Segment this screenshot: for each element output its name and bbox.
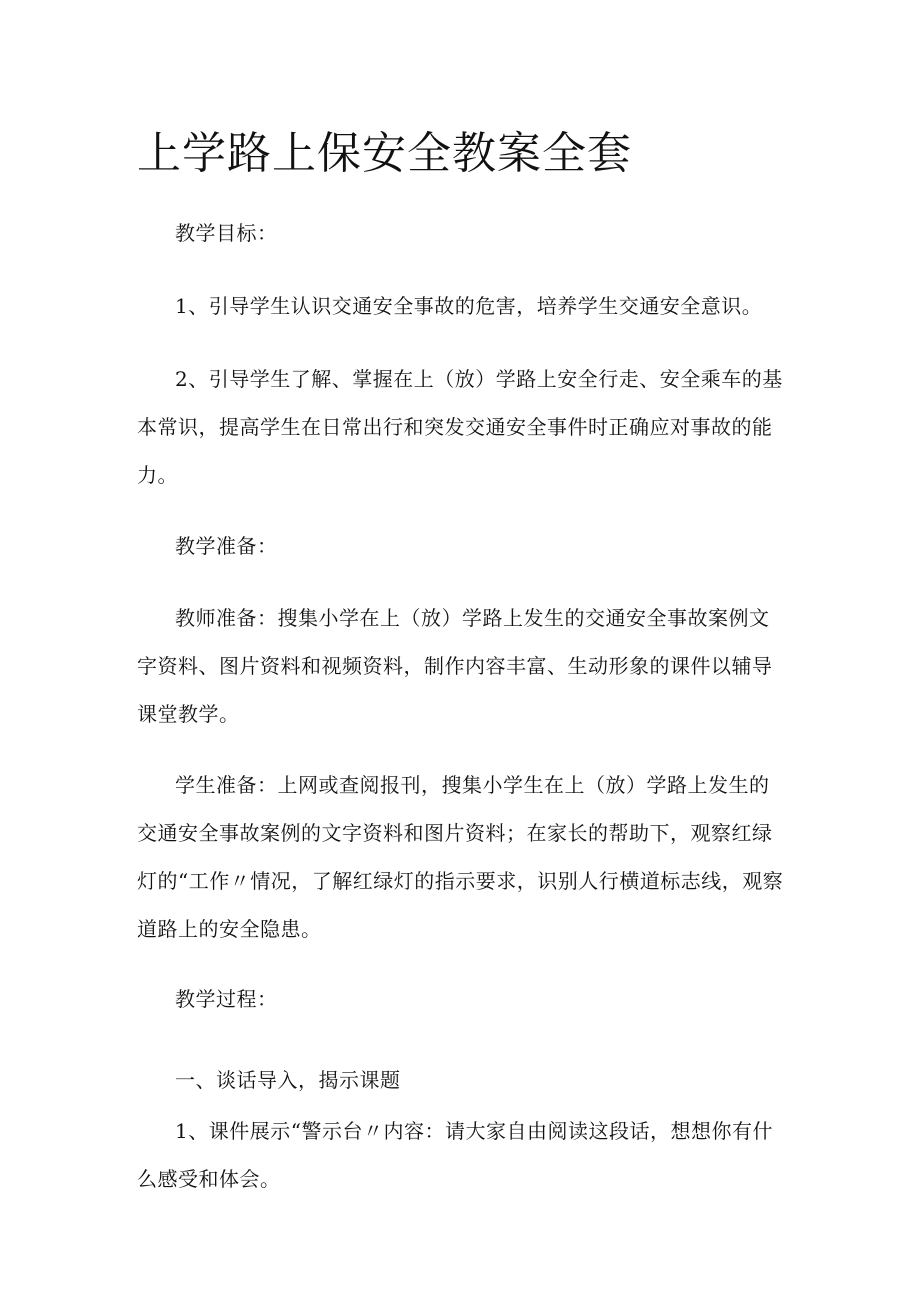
section-heading-teaching-preparation: 教学准备： xyxy=(175,534,278,558)
student-preparation-paragraph: 学生准备：上网或查阅报刊，搜集小学生在上（放）学路上发生的交通安全事故案例的文字资料和图片资料；在家长的帮助下，观察红绿灯的“工作〃情况，了解红绿灯的指示要求，识别人行横道标志线，观察道路上的安全隐患。 xyxy=(137,773,784,941)
section-heading-teaching-goals: 教学目标： xyxy=(175,221,278,245)
teacher-preparation-paragraph: 教师准备：搜集小学在上（放）学路上发生的交通安全事故案例文字资料、图片资料和视频资料，制作内容丰富、生动形象的课件以辅导课堂教学。 xyxy=(137,606,773,726)
process-step-heading-1: 一、谈话导入，揭示课题 xyxy=(175,1068,401,1092)
goal-item-2: 2、引导学生了解、掌握在上（放）学路上安全行走、安全乘车的基本常识，提高学生在日常出行和突发交通安全事件时正确应对事故的能力。 xyxy=(137,367,783,487)
document-title: 上学路上保安全教案全套 xyxy=(137,128,632,179)
section-heading-teaching-process: 教学过程： xyxy=(175,987,278,1011)
process-item-1: 1、课件展示“警示台〃内容：请大家自由阅读这段话，想想你有什么感受和体会。 xyxy=(137,1119,773,1191)
goal-item-1: 1、引导学生认识交通安全事故的危害，培养学生交通安全意识。 xyxy=(175,294,763,318)
